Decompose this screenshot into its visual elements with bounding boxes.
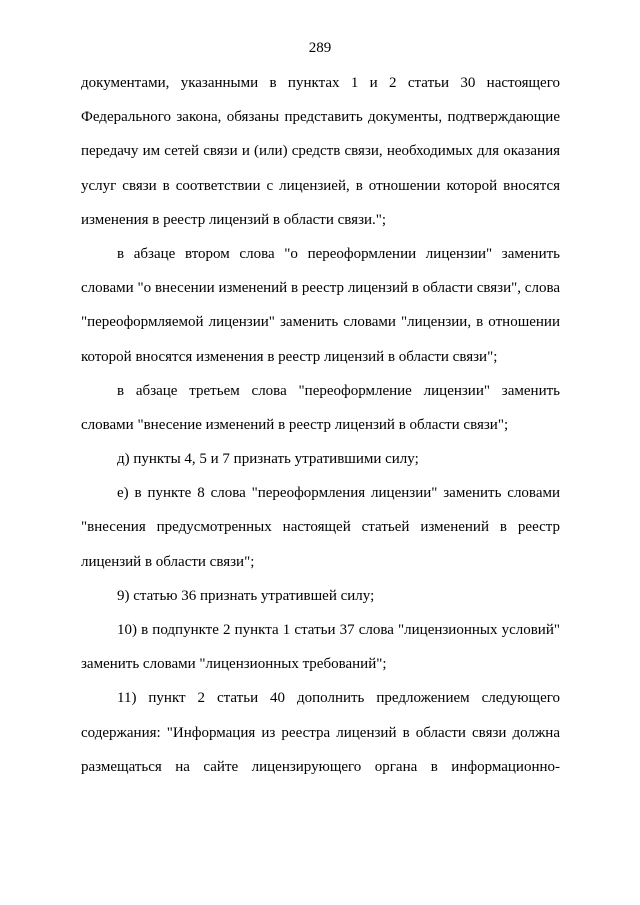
paragraph-first-line: 9) статью 36 признать утратившей силу;	[117, 587, 375, 604]
paragraph-first-line: 10) в подпункте 2 пункта 1 статьи 37 слова "лицензионных условий"	[117, 622, 560, 638]
text-line: содержания: "Информация из реестра лицензий в области связи должна	[81, 724, 560, 741]
text-line: "внесения предусмотренных настоящей статьей изменений в реестр	[81, 519, 560, 536]
paragraph-first-line: е) в пункте 8 слова "переоформления лицензии" заменить словами	[117, 485, 560, 502]
text-line: лицензий в области связи";	[81, 553, 255, 570]
paragraph-first-line: в абзаце третьем слова "переоформление лицензии" заменить	[117, 382, 560, 399]
text-line: которой вносятся изменения в реестр лицензий в области связи";	[81, 348, 498, 365]
text-line: заменить словами "лицензионных требований";	[81, 656, 387, 673]
text-line: "переоформляемой лицензии" заменить словами "лицензии, в отношении	[81, 314, 560, 331]
paragraph-first-line: д) пункты 4, 5 и 7 признать утратившими силу;	[117, 451, 419, 468]
text-line: размещаться на сайте лицензирующего органа в информационно-	[81, 758, 560, 775]
text-line: передачу им сетей связи и (или) средств связи, необходимых для оказания	[81, 143, 560, 160]
text-line: услуг связи в соответствии с лицензией, в отношении которой вносятся	[81, 177, 560, 194]
text-line: Федерального закона, обязаны представить документы, подтверждающие	[81, 109, 560, 126]
text-line: изменения в реестр лицензий в области связи.";	[81, 211, 387, 228]
paragraph-first-line: в абзаце втором слова "о переоформлении лицензии" заменить	[117, 245, 560, 262]
paragraph-first-line: 11) пункт 2 статьи 40 дополнить предложением следующего	[117, 690, 560, 707]
text-line: словами "внесение изменений в реестр лицензий в области связи";	[81, 416, 509, 433]
text-line: документами, указанными в пунктах 1 и 2 статьи 30 настоящего	[81, 75, 560, 91]
page-number: 289	[308, 40, 332, 56]
document-body	[81, 66, 560, 784]
text-line: словами "о внесении изменений в реестр лицензий в области связи", слова	[81, 280, 560, 297]
